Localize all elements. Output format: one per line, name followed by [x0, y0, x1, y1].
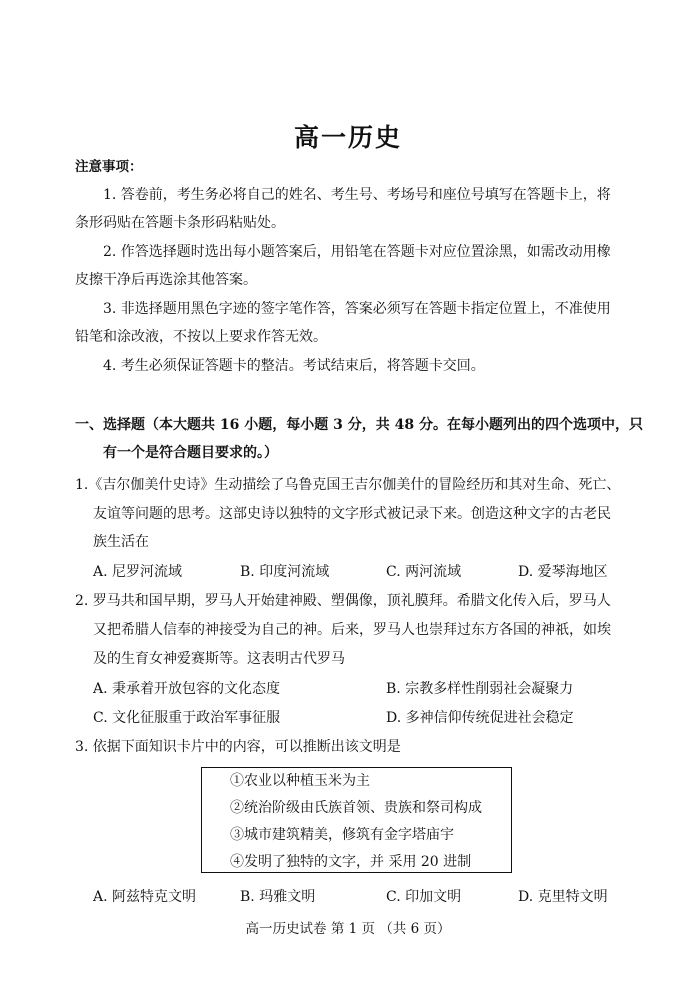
question-1-text: 1.《吉尔伽美什史诗》生动描绘了乌鲁克国王吉尔伽美什的冒险经历和其对生命、死亡、	[75, 477, 621, 493]
question-1-option-a: A. 尼罗河流域	[93, 564, 183, 580]
question-3-option-c: C. 印加文明	[386, 889, 462, 905]
notice-line: 2. 作答选择题时选出每小题答案后，用铅笔在答题卡对应位置涂黑，如需改动用橡	[103, 244, 611, 260]
question-2-option-b: B. 宗教多样性削弱社会凝聚力	[386, 681, 574, 697]
notice-line: 条形码贴在答题卡条形码粘贴处。	[75, 215, 285, 231]
notice-heading: 注意事项：	[75, 159, 143, 175]
notice-line: 1. 答卷前，考生务必将自己的姓名、考生号、考场号和座位号填写在答题卡上，将	[103, 187, 611, 203]
question-3-option-a: A. 阿兹特克文明	[93, 889, 197, 905]
question-2-option-d: D. 多神信仰传统促进社会稳定	[386, 710, 574, 726]
section-heading: 一、选择题（本大题共 16 小题，每小题 3 分，共 48 分。在每小题列出的四个选项中，只	[75, 417, 643, 433]
question-1-text: 友谊等问题的思考。这部史诗以独特的文字形式被记录下来。创造这种文字的古老民	[93, 506, 611, 522]
question-1-option-c: C. 两河流域	[386, 564, 462, 580]
knowledge-card	[201, 767, 512, 873]
notice-line: 3. 非选择题用黑色字迹的签字笔作答，答案必须写在答题卡指定位置上，不准使用	[103, 301, 611, 317]
card-line: ①农业以种植玉米为主	[230, 773, 370, 789]
notice-line: 铅笔和涂改液，不按以上要求作答无效。	[75, 329, 327, 345]
question-1-option-d: D. 爱琴海地区	[518, 564, 608, 580]
question-2-text: 又把希腊人信奉的神接受为自己的神。后来，罗马人也崇拜过东方各国的神祇，如埃	[93, 622, 611, 638]
question-3-text: 3. 依据下面知识卡片中的内容，可以推断出该文明是	[75, 739, 401, 755]
question-1-text: 族生活在	[93, 534, 149, 550]
question-1-option-b: B. 印度河流域	[240, 564, 330, 580]
card-line: ④发明了独特的文字，并 采用 20 进制	[230, 854, 472, 870]
card-line: ②统治阶级由氏族首领、贵族和祭司构成	[230, 800, 482, 816]
notice-line: 4. 考生必须保证答题卡的整洁。考试结束后，将答题卡交回。	[103, 358, 485, 374]
question-3-option-d: D. 克里特文明	[518, 889, 608, 905]
notice-line: 皮擦干净后再选涂其他答案。	[75, 272, 257, 288]
question-2-option-a: A. 秉承着开放包容的文化态度	[93, 681, 281, 697]
question-2-option-c: C. 文化征服重于政治军事征服	[93, 710, 281, 726]
question-2-text: 及的生育女神爱赛斯等。这表明古代罗马	[93, 651, 345, 667]
card-line: ③城市建筑精美，修筑有金字塔庙宇	[230, 827, 454, 843]
question-2-text: 2. 罗马共和国早期，罗马人开始建神殿、塑偶像，顶礼膜拜。希腊文化传入后，罗马人	[75, 593, 611, 609]
page-title: 高一历史	[293, 123, 402, 152]
page-footer: 高一历史试卷 第 1 页 （共 6 页）	[245, 921, 451, 937]
section-heading-cont: 有一个是符合题目要求的。）	[103, 445, 278, 461]
question-3-option-b: B. 玛雅文明	[240, 889, 316, 905]
